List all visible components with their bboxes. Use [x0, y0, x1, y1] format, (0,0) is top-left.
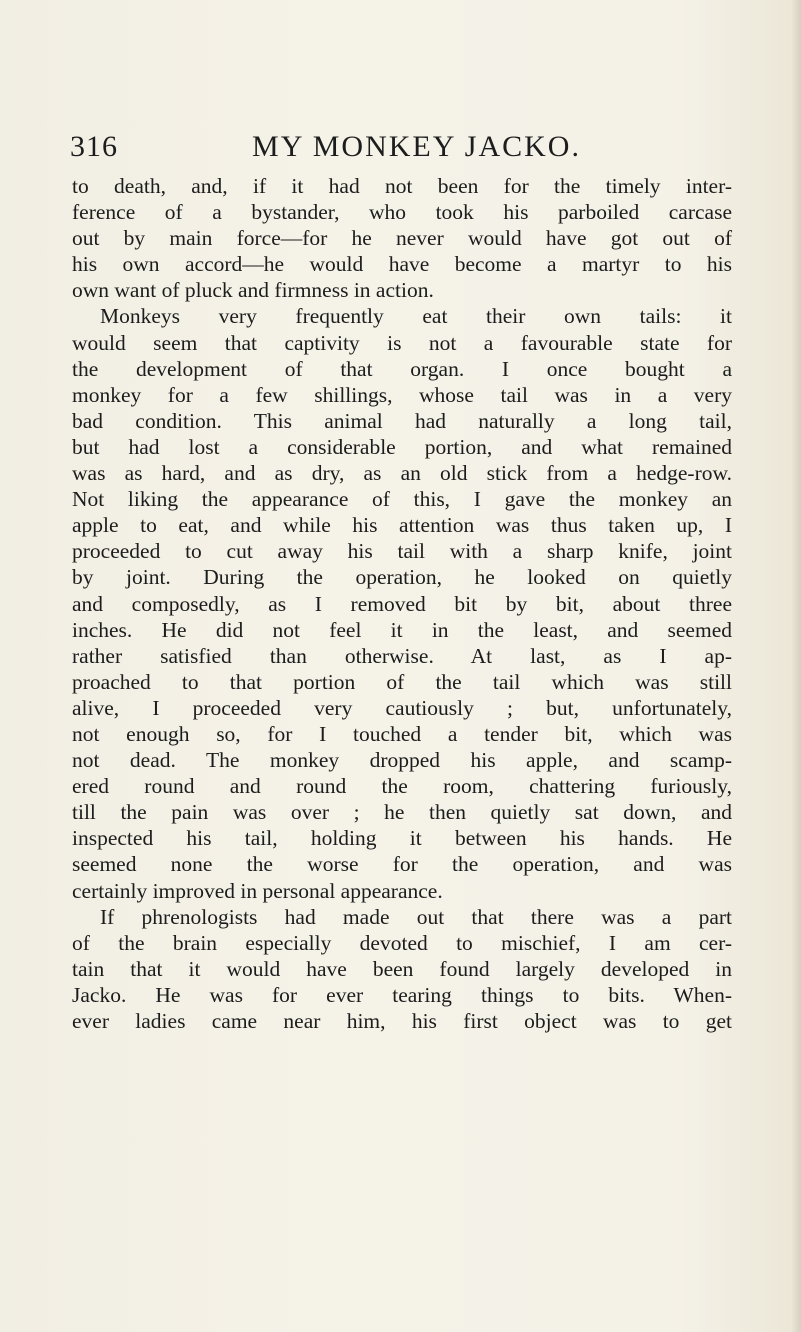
running-head: MY MONKEY JACKO. — [252, 130, 581, 163]
text-line: but had lost a considerable portion, and what remained — [72, 434, 732, 459]
text-line: not enough so, for I touched a tender bit, which was — [72, 721, 732, 746]
text-line: till the pain was over ; he then quietly sat down, and — [72, 800, 732, 825]
text-line: ference of a bystander, who took his parboiled carcase — [72, 200, 732, 225]
text-line: ered round and round the room, chattering furiously, — [72, 774, 732, 799]
text-line: not dead. The monkey dropped his apple, and scamp- — [72, 748, 732, 773]
text-line: proached to that portion of the tail which was still — [72, 669, 732, 694]
body-text — [72, 173, 732, 1034]
text-line: would seem that captivity is not a favourable state for — [72, 330, 732, 355]
text-line: was as hard, and as dry, as an old stick from a hedge-row. — [72, 461, 732, 486]
text-line: Jacko. He was for ever tearing things to bits. When- — [72, 982, 732, 1007]
page-edge-shadow — [791, 0, 801, 1332]
text-line: to death, and, if it had not been for the timely inter- — [72, 174, 732, 198]
text-line: rather satisfied than otherwise. At last, as I ap- — [72, 643, 732, 668]
text-line: monkey for a few shillings, whose tail was in a very — [72, 382, 732, 407]
text-line: out by main force—for he never would have got out of — [72, 226, 732, 251]
text-line: the development of that organ. I once bought a — [72, 356, 732, 381]
text-line: If phrenologists had made out that there was a part — [100, 904, 732, 929]
text-line: inspected his tail, holding it between his hands. He — [72, 826, 732, 851]
text-line: ever ladies came near him, his first object was to get — [72, 1009, 732, 1033]
text-line: his own accord—he would have become a martyr to his — [72, 252, 732, 277]
text-line: own want of pluck and firmness in action. — [72, 278, 434, 303]
page-number: 316 — [70, 130, 118, 163]
text-line: proceeded to cut away his tail with a sharp knife, joint — [72, 539, 732, 564]
text-line: Monkeys very frequently eat their own tails: it — [100, 304, 732, 329]
text-line: apple to eat, and while his attention was thus taken up, I — [72, 513, 732, 538]
text-line: alive, I proceeded very cautiously ; but, unfortunately, — [72, 695, 732, 720]
text-line: of the brain especially devoted to mischief, I am cer- — [72, 930, 732, 955]
text-line: seemed none the worse for the operation, and was — [72, 852, 732, 877]
text-line: and composedly, as I removed bit by bit, about three — [72, 591, 732, 616]
text-line: tain that it would have been found largely developed in — [72, 956, 732, 981]
text-line: bad condition. This animal had naturally a long tail, — [72, 408, 732, 433]
text-line: certainly improved in personal appearance. — [72, 878, 443, 903]
text-line: Not liking the appearance of this, I gave the monkey an — [72, 487, 732, 512]
text-line: by joint. During the operation, he looked on quietly — [72, 565, 732, 590]
text-line: inches. He did not feel it in the least, and seemed — [72, 617, 732, 642]
page-header — [70, 130, 735, 170]
